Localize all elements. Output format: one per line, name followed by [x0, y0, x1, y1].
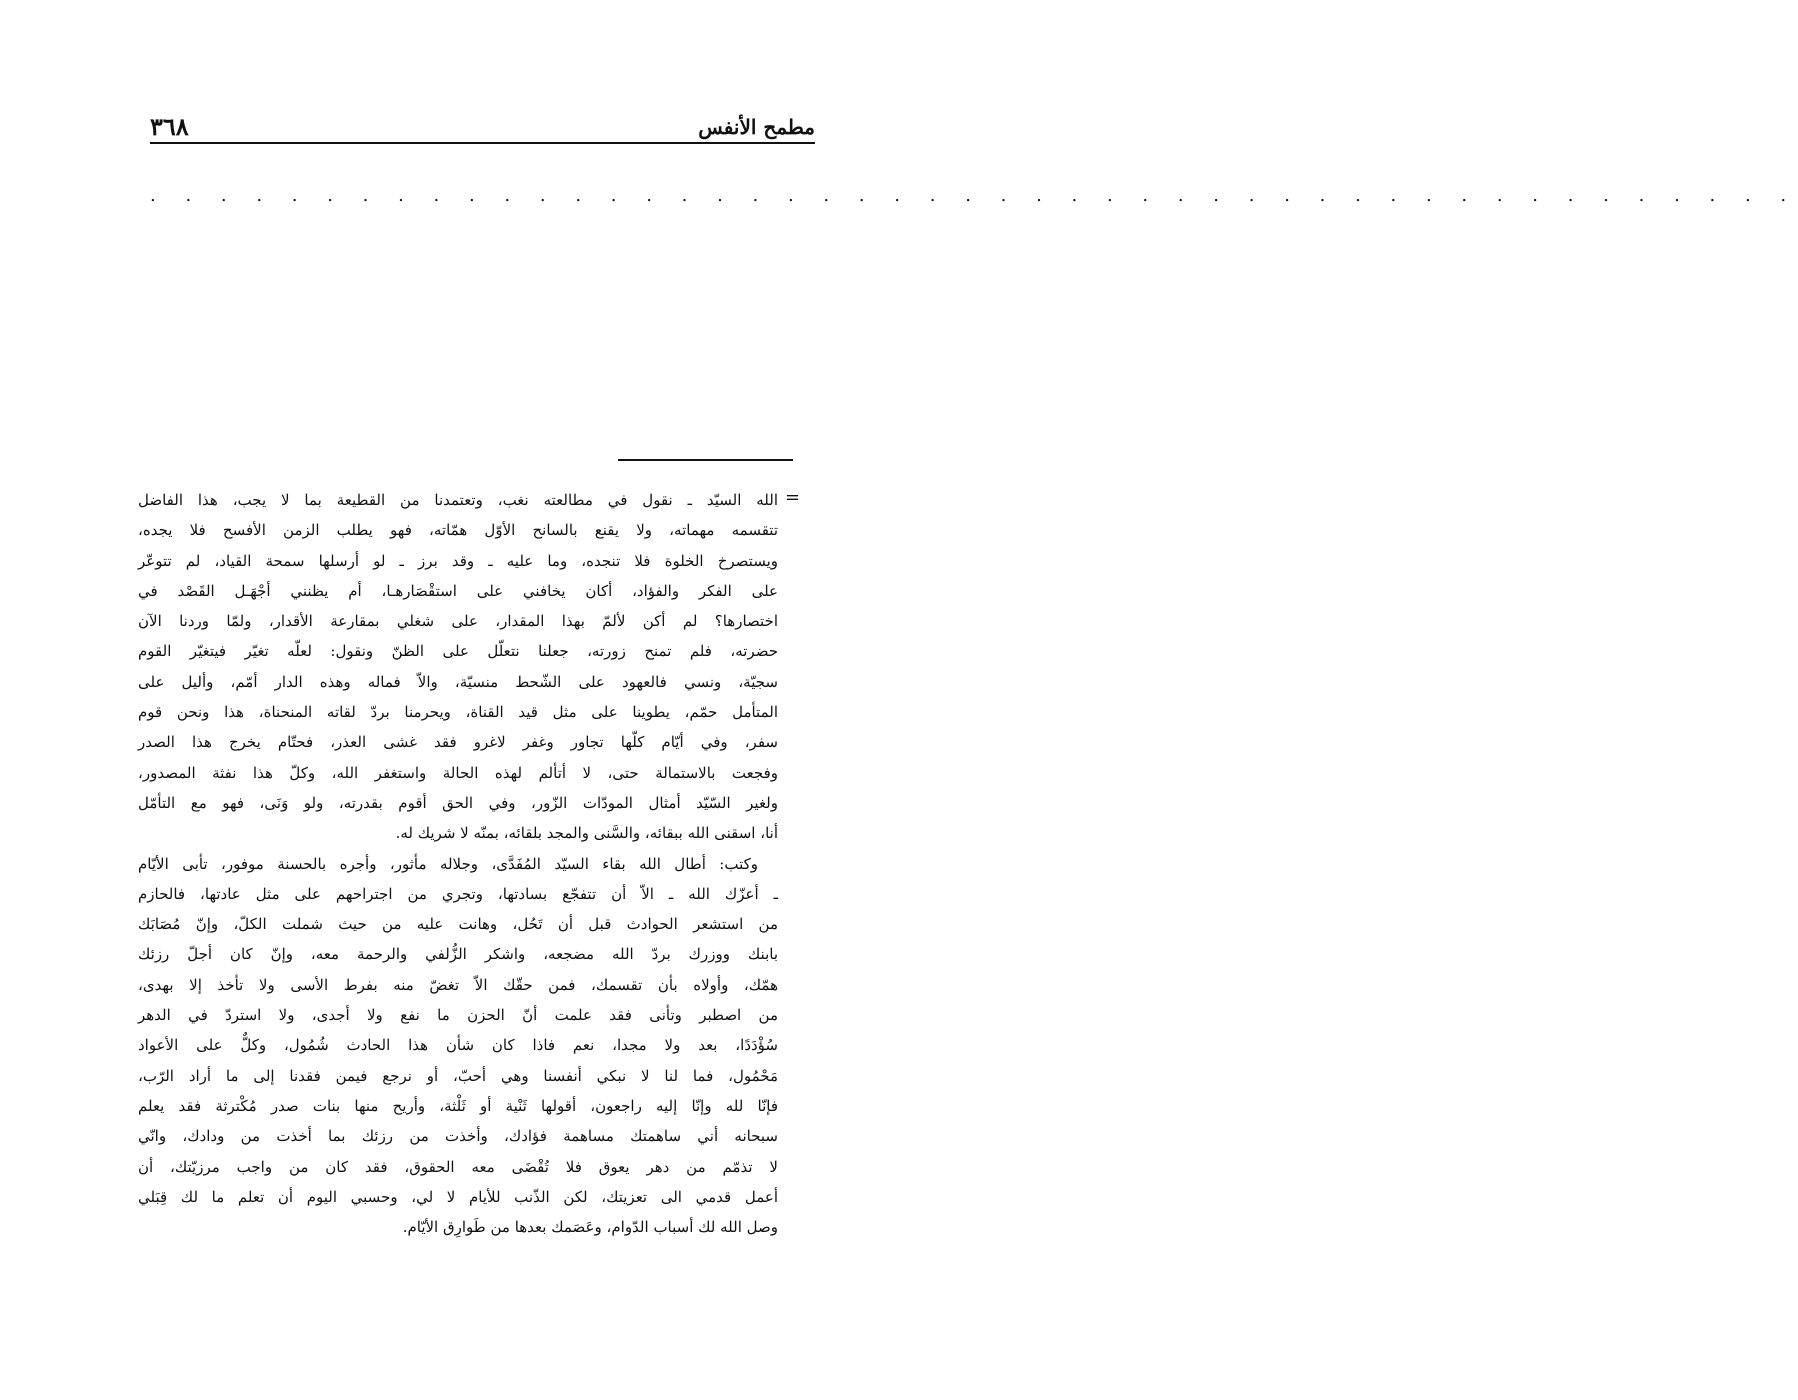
footnote-line: تتقسمه مهماته، ولا يقنع بالسانح الأوّل همّاته، فهو يطلب الزمن الأفسح فلا يجده،: [138, 521, 778, 540]
footnote-line: ـ أعزّك الله ـ الاّ أن تتفجّع بسادتها، وتجري من اجتراحهم على مثل عادتها، فالحازم: [138, 884, 778, 903]
footnote-line: ويستصرخ الخلوة فلا تنجده، وما عليه ـ وقد برز ـ لو أرسلها سمحة القياد، لم تتوعّر: [138, 551, 778, 570]
footnote-continuation-marker: =: [785, 487, 801, 508]
footnote-line: سُؤْدَدًا، بعد ولا مجدا، نعم فاذا كان شأن هذا الحادث شُمُول، وكلٌّ على الأعواد: [138, 1036, 778, 1055]
footnote-separator: [618, 459, 793, 461]
footnote-line: الله السيّد ـ نقول في مطالعته نغب، وتعتمدنا من القطيعة بما لا يجب، هذا الفاضل: [138, 491, 778, 509]
running-title: مطمح الأنفس: [698, 115, 815, 139]
footnote-line: سفر، وفي أيّام كلّها تجاور وغفر لاغرو فقد غشى العذر، فحتّام يخرج هذا الصدر: [138, 733, 778, 752]
page-number: ٣٦٨: [150, 112, 189, 141]
footnote-line: من استشعر الحوادث قبل أن تَحُل، وهانت عليه من حيث شملت الكلّ، وإنّ مُصَابَك: [138, 915, 778, 934]
elision-dots: . . . . . . . . . . . . . . . . . . . . . . . . . . . . . . . . . . . . . . . . . . . . . . .: [150, 185, 1798, 206]
footnote-line: وصل الله لك أسباب الدّوام، وعَصَمك بعدها من طَوارِق الأيّام.: [402, 1218, 778, 1237]
footnote-line: حضرته، فلم تمنح زورته، جعلنا نتعلّل على الظنّ ونقول: لعلّه تغيّر فيتغيّر القوم: [138, 642, 778, 661]
footnote-line: أعمل قدمي الى تعزيتك، لكن الذّنب للأيام لا لي، وحسبي اليوم أن تعلم ما لك قِبَلي: [138, 1187, 778, 1206]
footnote-line: لا تذمّم من دهر يعوق فلا تُقْضَى معه الحقوق، فقد كان من واجب مرزيّتك، أن: [138, 1157, 778, 1176]
footnote-line: من اصطبر وتأنى فقد علمت أنّ الحزن ما نفع ولا أجدى، ولا استردّ في الدهر: [138, 1006, 778, 1025]
footnote-line: سجيّة، ونسي فالعهود على الشّحط منسيّة، والاّ فماله وهذه الدار أمّم، وأليل على: [138, 672, 778, 691]
page-header: [150, 108, 815, 144]
footnote-line: وكتب: أطال الله بقاء السيّد المُفَدَّى، وجلاله مأثور، وأجره بالحسنة موفور، تأبى الأيّام: [138, 854, 758, 873]
footnote-line: بابنك ووزرك بردّ الله مضجعه، واشكر الزُّلفي والرحمة معه، وإنّ كان أجلّ رزئك: [138, 945, 778, 964]
footnote-line: ولغير السّيّد أمثال المودّات الزّور، وفي الحق أقوم بقدرته، ولو وَنَى، فهو مع التأمّل: [138, 793, 778, 812]
footnote-paragraph-1: [138, 485, 778, 849]
footnote-line: على الفكر والفؤاد، أكان يخافني على استقْصَارهـا، أم يظنني أجْهَـل القَصْد في: [138, 581, 778, 600]
footnote-line: همّك، وأولاه بأن تقسمك، فمن حقّك الاّ تغضّ منه بفرط الأسى ولا تأخذ إلا بهدى،: [138, 975, 778, 994]
footnote-line: وفجعت بالاستمالة حتى، لا أتألم لهذه الحالة واستغفر الله، وكلّ هذا نفثة المصدور،: [138, 763, 778, 782]
footnote-paragraph-2: [138, 849, 778, 1243]
footnote-line: فإنّا لله وإنّا إليه راجعون، أقولها ثَنْية أو ثَلْثة، وأريح منها بنات صدر مُكْترثة فقد يعلم: [138, 1096, 778, 1115]
footnote-line: أنا، اسقنى الله ببقائه، والسَّنى والمجد بلقائه، بمنّه لا شريك له.: [395, 824, 778, 843]
footnote-line: مَحْمُول، فما لنا لا نبكي أنفسنا وهي أحبّ، أو نرجع فيمن فقدنا إلى ما أراد الرّب،: [138, 1066, 778, 1085]
footnote-line: المتأمل حمّم، يطوينا على مثل قيد القناة، ويحرمنا بردّ لقاته المنحناة، هذا ونحن قوم: [138, 703, 778, 722]
footnote-text: [138, 485, 778, 1242]
footnote-line: سبحانه أني ساهمتك مساهمة فؤادك، وأخذت من رزئك بما أخذت من ودادك، وانّي: [138, 1127, 778, 1146]
footnote-line: اختصارها؟ لم أكن لألمّ بهذا المقدار، على شغلي بمقارعة الأقدار، ولمّا وردنا الآن: [138, 612, 778, 631]
